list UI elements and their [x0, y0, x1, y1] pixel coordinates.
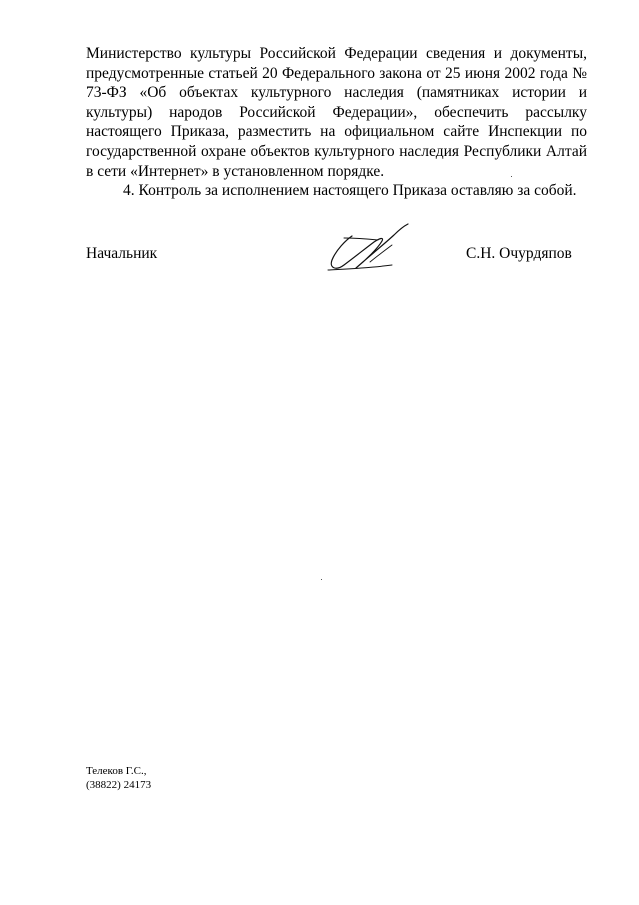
executor-phone: (38822) 24173 [86, 779, 152, 791]
scan-speck [511, 176, 512, 177]
executor-name: Телеков Г.С., [86, 765, 147, 777]
handwritten-signature [322, 218, 414, 274]
signer-name: С.Н. Очурдяпов [466, 245, 572, 262]
executor-block [86, 764, 151, 792]
scan-speck [321, 579, 322, 580]
signer-position: Начальник [86, 245, 158, 262]
document-body [86, 44, 587, 201]
paragraph-item-4: 4. Контроль за исполнением настоящего Приказа оставляю за собой. [123, 182, 577, 200]
paragraph-continuation: Министерство культуры Российской Федерации сведения и документы, предусмотренные статьей 20 Федерального закона от 25 июня 2002 года № 73-ФЗ «Об объектах культурного наследия (памятниках истории и культуры) народов Российской Федерации», обеспечить рассылку настоящего Приказа, разместить на официальном сайте Инспекции по государственной охране объектов культурного наследия Республики Алтай в сети «Интернет» в установленном порядке. [86, 45, 587, 180]
